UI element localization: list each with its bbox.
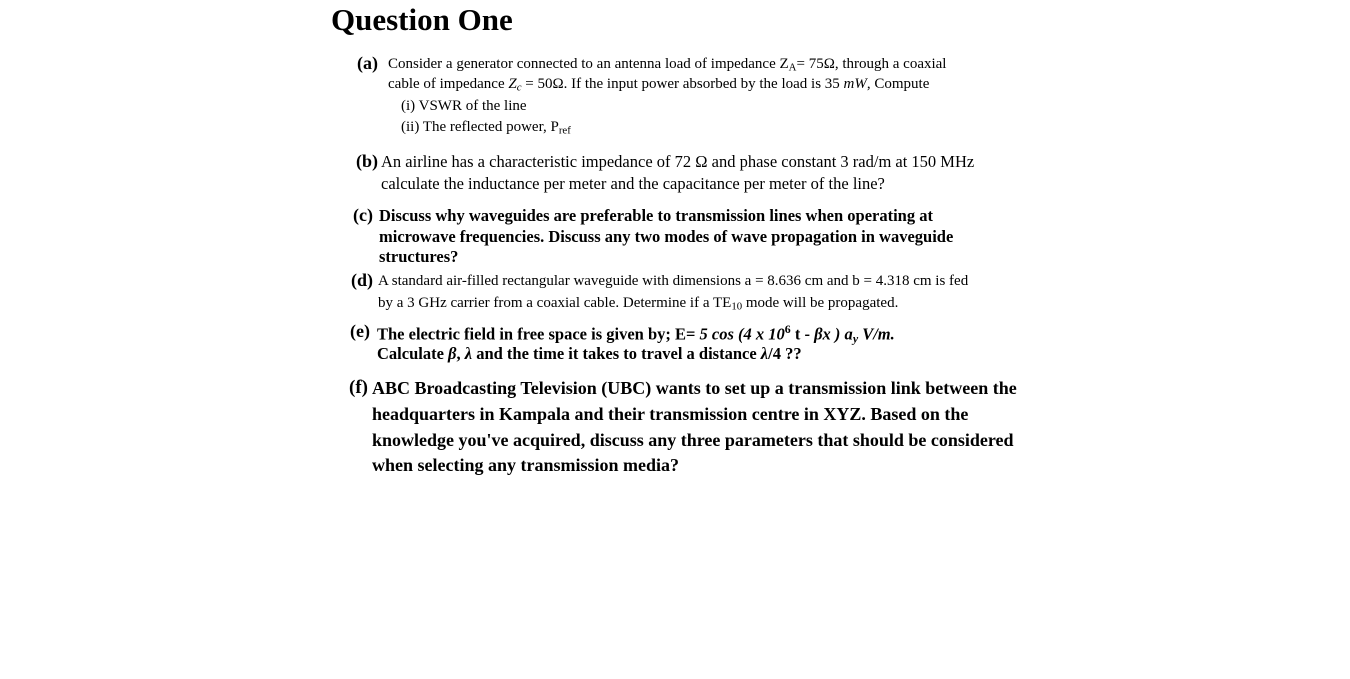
- beta-symbol: β: [448, 344, 457, 363]
- impedance-subscript-a: A: [788, 61, 797, 74]
- question-a-item-2-text: (ii) The reflected power, P: [401, 119, 559, 135]
- field-expression: 5 cos (4 x 10: [699, 324, 785, 344]
- field-expression-beta: βx ) a: [814, 324, 853, 344]
- question-c-line-1: Discuss why waveguides are preferable to transmission lines when operating at: [379, 206, 933, 225]
- question-e-line-2-text: Calculate: [377, 344, 449, 363]
- lambda-symbol-2: λ: [760, 344, 769, 363]
- question-a-label: (a): [357, 53, 378, 73]
- question-a-line-1: [388, 56, 946, 74]
- question-f-line-1: ABC Broadcasting Television (UBC) wants to set up a transmission link between the: [372, 378, 1017, 398]
- question-a-item-1: (i) VSWR of the line: [401, 98, 527, 114]
- field-expression-middle: t -: [790, 324, 815, 344]
- question-a-line-1-text: Consider a generator connected to an antenna load of impedance Z: [388, 56, 789, 72]
- question-d-line-2: [378, 295, 898, 313]
- question-e-line-2-tail: /4 ??: [768, 344, 802, 363]
- question-d-line-2-text: by a 3 GHz carrier from a coaxial cable. Determine if a TE: [378, 295, 732, 311]
- page-title: Question One: [331, 2, 513, 37]
- question-a-line-1-tail: = 75Ω, through a coaxial: [796, 56, 947, 72]
- cable-impedance-subscript: c: [516, 81, 522, 94]
- reflected-power-subscript: ref: [558, 124, 571, 137]
- question-c-line-2: microwave frequencies. Discuss any two modes of wave propagation in waveguide: [379, 227, 954, 246]
- question-f-label: (f): [349, 377, 368, 398]
- lambda-symbol: λ: [464, 344, 473, 363]
- question-d-label: (d): [351, 270, 373, 290]
- question-f-line-4: when selecting any transmission media?: [372, 455, 680, 475]
- cable-impedance-symbol: Z: [508, 76, 517, 92]
- question-e-line-1-text: The electric field in free space is given by; E=: [377, 324, 700, 344]
- question-d-line-2-tail: mode will be propagated.: [742, 295, 899, 311]
- exponent: 6: [784, 322, 791, 336]
- question-a-line-2: [388, 76, 929, 94]
- question-e-line-2: [377, 344, 802, 364]
- question-a-item-2: [401, 119, 571, 137]
- direction-subscript: y: [852, 331, 859, 346]
- question-b-label: (b): [356, 151, 378, 171]
- question-e-line-2-middle: and the time it takes to travel a distance: [472, 344, 761, 363]
- mode-subscript: 10: [731, 300, 743, 313]
- question-d-line-1: A standard air-filled rectangular waveguide with dimensions a = 8.636 cm and b = 4.318 cm is fed: [378, 273, 969, 289]
- question-e-line-1: [377, 322, 895, 347]
- question-b-line-1: An airline has a characteristic impedance of 72 Ω and phase constant 3 rad/m at 150 MHz: [381, 152, 975, 171]
- question-c-label: (c): [353, 205, 373, 225]
- question-a-line-2-middle: = 50Ω. If the input power absorbed by the load is 35: [521, 76, 844, 92]
- question-f-line-3: knowledge you've acquired, discuss any three parameters that should be considered: [372, 430, 1014, 450]
- question-a-line-2-text: cable of impedance: [388, 76, 509, 92]
- question-b-line-2: calculate the inductance per meter and the capacitance per meter of the line?: [381, 174, 885, 193]
- question-f-line-2: headquarters in Kampala and their transmission centre in XYZ. Based on the: [372, 404, 969, 424]
- field-unit: V/m.: [858, 324, 895, 344]
- question-c-line-3: structures?: [379, 247, 459, 266]
- question-a-line-2-tail: , Compute: [866, 76, 930, 92]
- power-unit: mW: [843, 76, 867, 92]
- separator: ,: [456, 344, 465, 363]
- question-e-label: (e): [350, 321, 370, 341]
